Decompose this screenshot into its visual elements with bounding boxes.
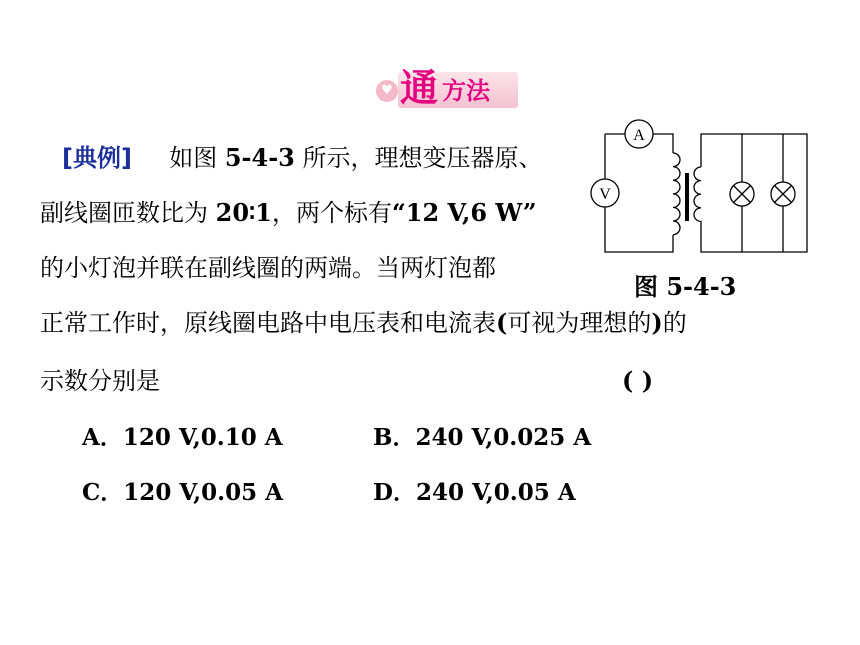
problem-line-3: 的小灯泡并联在副线圈的两端。当两灯泡都 (40, 254, 496, 282)
option-d[interactable]: D．240 V,0.05 A (373, 479, 576, 506)
iron-core (685, 173, 689, 221)
method-badge (372, 68, 522, 110)
heart-icon: ♥ (376, 80, 398, 102)
primary-wire-top-right (653, 134, 673, 153)
lamp-2-cross (775, 186, 792, 203)
option-a[interactable]: A．120 V,0.10 A (82, 424, 283, 451)
lamp-1-cross (734, 186, 751, 203)
option-c[interactable]: C．120 V,0.05 A (82, 479, 284, 506)
figure-caption: 图 5-4-3 (634, 272, 737, 301)
ammeter-label: A (633, 127, 645, 144)
option-b[interactable]: B．240 V,0.025 A (373, 424, 592, 451)
problem-line-1: [典例] 如图 5-4-3 所示，理想变压器原、 (62, 143, 543, 172)
problem-line-4: 正常工作时，原线圈电路中电压表和电流表(可视为理想的)的 (40, 308, 687, 337)
problem-line-2: 副线圈匝数比为 20∶1，两个标有“12 V,6 W” (40, 198, 537, 227)
example-tag: [典例] (62, 144, 132, 172)
secondary-coil (694, 167, 701, 221)
badge-big-char: 通 (400, 66, 439, 110)
answer-parentheses: ( ) (622, 366, 654, 395)
badge-text: 方法 (442, 77, 490, 105)
voltmeter-label: V (599, 186, 611, 203)
problem-line-5: 示数分别是 (40, 367, 160, 395)
transformer-circuit-diagram (585, 115, 815, 260)
primary-wire-bottom (605, 207, 673, 252)
primary-coil (673, 153, 680, 235)
